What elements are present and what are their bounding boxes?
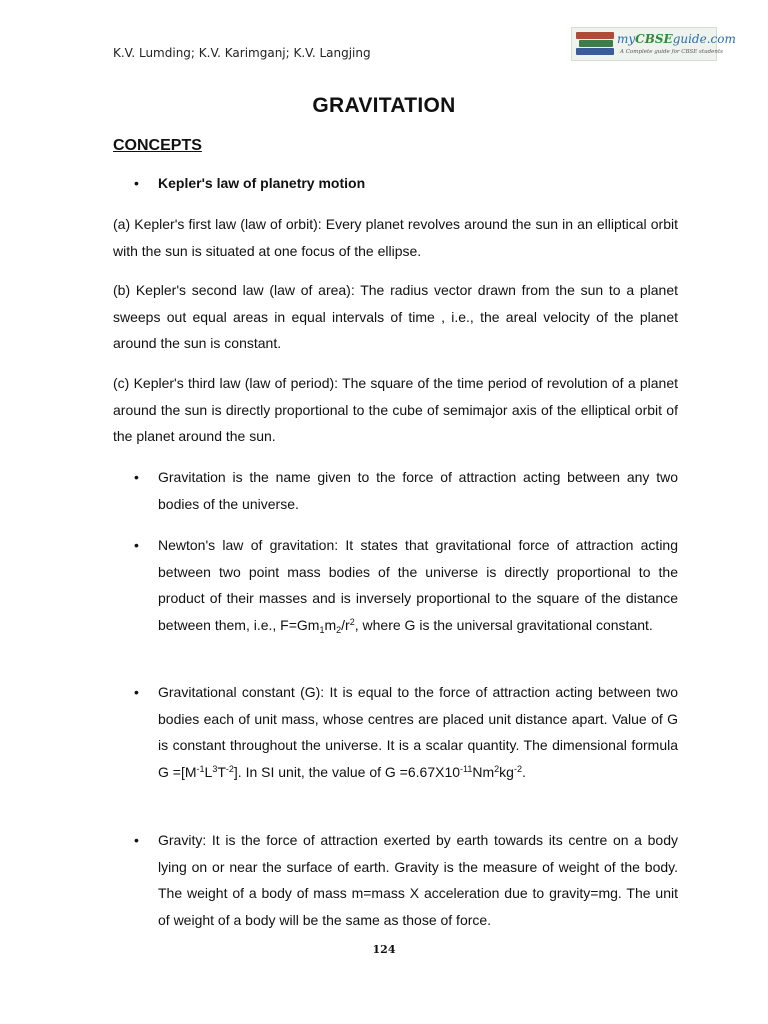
gravity-point: Gravity: It is the force of attraction exerted by earth towards its centre on a body lying on or near the surface of earth. Gravity is the measure of weight of the body. The weight of a body of mass m=mass X acceleration due to gravity=mg. The unit of weight of a body will be the same as those of force. [158, 832, 678, 929]
newton-law-point: Newton's law of gravitation: It states that gravitational force of attraction acting between two point mass bodies of the universe is directly proportional to the product of their masses and is inversely proportional to the square of the distance between them, i.e., $F=Gm_1m_2/r^2$, where G is the universal gravitational constant. [158, 537, 678, 636]
page-title: GRAVITATION [312, 94, 456, 117]
kepler-second-law: (b) Kepler's second law (law of area): The radius vector drawn from the sun to a planet sweeps out equal areas in equal intervals of time , i.e., the areal velocity of the planet around the sun is constant. [113, 282, 678, 352]
bullet-icon: • [134, 684, 139, 700]
kepler-third-law: (c) Kepler's third law (law of period): The square of the time period of revolution of a planet around the sun is directly proportional to the cube of semimajor axis of the elliptical orbit of the planet around the sun. [113, 375, 678, 445]
logo-tagline: A Complete guide for CBSE students [620, 49, 723, 55]
kepler-heading: Kepler's law of planetry motion [158, 175, 366, 191]
section-heading: CONCEPTS [113, 137, 202, 154]
mycbseguide-logo [571, 27, 736, 61]
page-number: 124 [372, 943, 396, 956]
books-icon [576, 32, 614, 57]
kepler-first-law: (a) Kepler's first law (law of orbit): Every planet revolves around the sun in an elliptical orbit with the sun is situated at one focus of the ellipse. [113, 216, 678, 259]
bullet-icon: • [134, 832, 139, 848]
gravitation-point: Gravitation is the name given to the force of attraction acting between any two bodies of the universe. [158, 469, 678, 512]
header-schools: K.V. Lumding; K.V. Karimganj; K.V. Langjing [113, 46, 371, 60]
bullet-icon: • [134, 175, 139, 191]
logo-name: myCBSEguide.com [617, 32, 736, 46]
bullet-icon: • [134, 469, 139, 485]
gravitational-constant-point: Gravitational constant (G): It is equal to the force of attraction acting between two bodies each of unit mass, whose centres are placed unit distance apart. Value of G is constant throughout the universe. It is a scalar quantity. The dimensional formula $G =[M^{-1}L^3T^{-2}]$. In SI unit, the value of $G =6.67X10^{-11}Nm^2kg^{-2}$. [158, 684, 678, 781]
bullet-icon: • [134, 537, 139, 553]
